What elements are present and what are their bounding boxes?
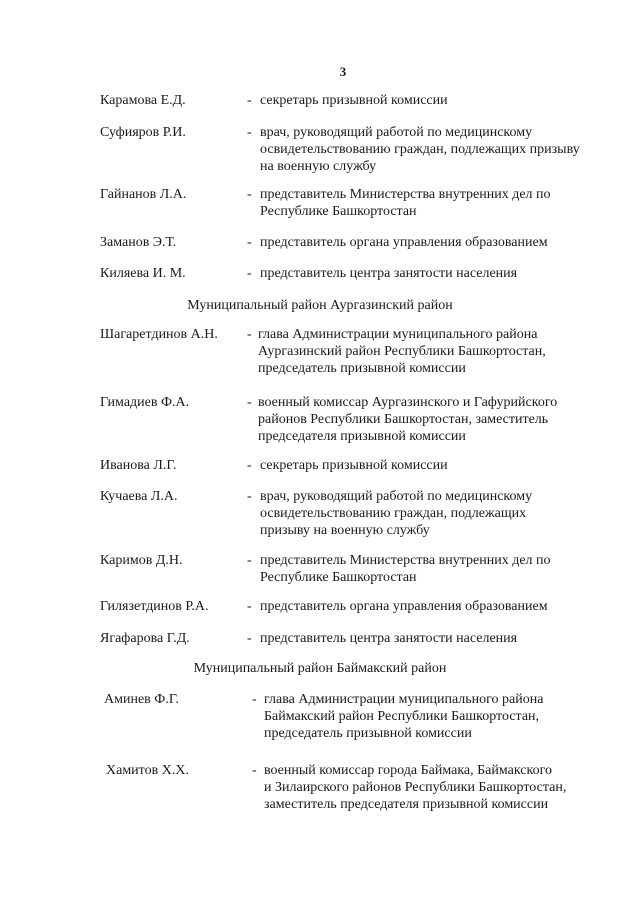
member-name: Хамитов Х.Х. bbox=[106, 763, 189, 778]
member-role bbox=[260, 552, 551, 586]
member-role-line: призыву на военную службу bbox=[260, 523, 430, 538]
member-role bbox=[260, 92, 448, 109]
member-role-line: секретарь призывной комиссии bbox=[260, 458, 448, 473]
member-name: Гимадиев Ф.А. bbox=[100, 395, 190, 410]
member-role bbox=[260, 234, 548, 251]
member-role-line: заместитель председателя призывной комиссии bbox=[264, 797, 549, 812]
member-role-line: представитель центра занятости населения bbox=[260, 266, 518, 281]
entry-dash: - bbox=[247, 599, 252, 614]
member-role-line: освидетельствованию граждан, подлежащих призыву bbox=[260, 142, 580, 157]
member-role-line: районов Республики Башкортостан, заместитель bbox=[258, 412, 549, 427]
member-role bbox=[258, 394, 557, 445]
district-heading: Муниципальный район Аургазинский район bbox=[187, 298, 453, 313]
member-role bbox=[258, 326, 546, 377]
member-role-line: Республике Башкортостан bbox=[260, 570, 417, 585]
member-name: Кучаева Л.А. bbox=[100, 489, 178, 504]
entry-dash: - bbox=[247, 327, 252, 342]
member-name: Иванова Л.Г. bbox=[100, 458, 177, 473]
district-heading: Муниципальный район Баймакский район bbox=[193, 661, 447, 676]
entry-dash: - bbox=[247, 93, 252, 108]
entry-dash: - bbox=[252, 692, 257, 707]
member-name: Суфияров Р.И. bbox=[100, 125, 186, 140]
member-role-line: Республике Башкортостан bbox=[260, 204, 417, 219]
entry-dash: - bbox=[247, 458, 252, 473]
member-role-line: представитель органа управления образованием bbox=[260, 599, 548, 614]
member-name: Гайнанов Л.А. bbox=[100, 187, 187, 202]
entry-dash: - bbox=[252, 763, 257, 778]
member-role-line: представитель Министерства внутренних дел по bbox=[260, 187, 551, 202]
member-role-line: председатель призывной комиссии bbox=[264, 726, 472, 741]
member-name: Заманов Э.Т. bbox=[100, 235, 177, 250]
member-role-line: председатель призывной комиссии bbox=[258, 361, 466, 376]
member-role-line: секретарь призывной комиссии bbox=[260, 93, 448, 108]
entry-dash: - bbox=[247, 235, 252, 250]
member-role bbox=[260, 457, 448, 474]
member-role-line: Аургазинский район Республики Башкортостан, bbox=[258, 344, 546, 359]
entry-dash: - bbox=[247, 266, 252, 281]
entry-dash: - bbox=[247, 553, 252, 568]
member-name: Ягафарова Г.Д. bbox=[100, 631, 190, 646]
member-name: Карамова Е.Д. bbox=[100, 93, 186, 108]
member-role bbox=[264, 762, 566, 813]
member-role bbox=[260, 630, 517, 647]
member-role-line: врач, руководящий работой по медицинскому bbox=[260, 125, 533, 140]
member-role bbox=[260, 124, 580, 175]
entry-dash: - bbox=[247, 489, 252, 504]
member-role-line: глава Администрации муниципального района bbox=[258, 327, 538, 342]
entry-dash: - bbox=[247, 187, 252, 202]
member-role-line: и Зилаирского районов Республики Башкортостан, bbox=[264, 780, 567, 795]
member-role-line: председателя призывной комиссии bbox=[258, 429, 466, 444]
member-role-line: глава Администрации муниципального района bbox=[264, 692, 544, 707]
member-name: Шагаретдинов А.Н. bbox=[100, 327, 218, 342]
member-role bbox=[260, 488, 532, 539]
entry-dash: - bbox=[247, 631, 252, 646]
member-name: Гилязетдинов Р.А. bbox=[100, 599, 209, 614]
member-role-line: представитель органа управления образованием bbox=[260, 235, 548, 250]
member-role-line: военный комиссар Аургазинского и Гафурийского bbox=[258, 395, 558, 410]
page-number: 3 bbox=[339, 64, 347, 79]
entry-dash: - bbox=[247, 125, 252, 140]
member-name: Каримов Д.Н. bbox=[100, 553, 183, 568]
member-role bbox=[264, 691, 543, 742]
member-name: Аминев Ф.Г. bbox=[104, 692, 179, 707]
member-role-line: представитель центра занятости населения bbox=[260, 631, 518, 646]
member-role bbox=[260, 186, 551, 220]
member-role-line: на военную службу bbox=[260, 159, 377, 174]
member-name: Киляева И. М. bbox=[100, 266, 186, 281]
member-role bbox=[260, 598, 548, 615]
member-role-line: Баймакский район Республики Башкортостан, bbox=[264, 709, 540, 724]
member-role-line: военный комиссар города Баймака, Баймакского bbox=[264, 763, 552, 778]
member-role-line: врач, руководящий работой по медицинскому bbox=[260, 489, 533, 504]
member-role-line: представитель Министерства внутренних дел по bbox=[260, 553, 551, 568]
entry-dash: - bbox=[247, 395, 252, 410]
member-role bbox=[260, 265, 517, 282]
member-role-line: освидетельствованию граждан, подлежащих bbox=[260, 506, 527, 521]
